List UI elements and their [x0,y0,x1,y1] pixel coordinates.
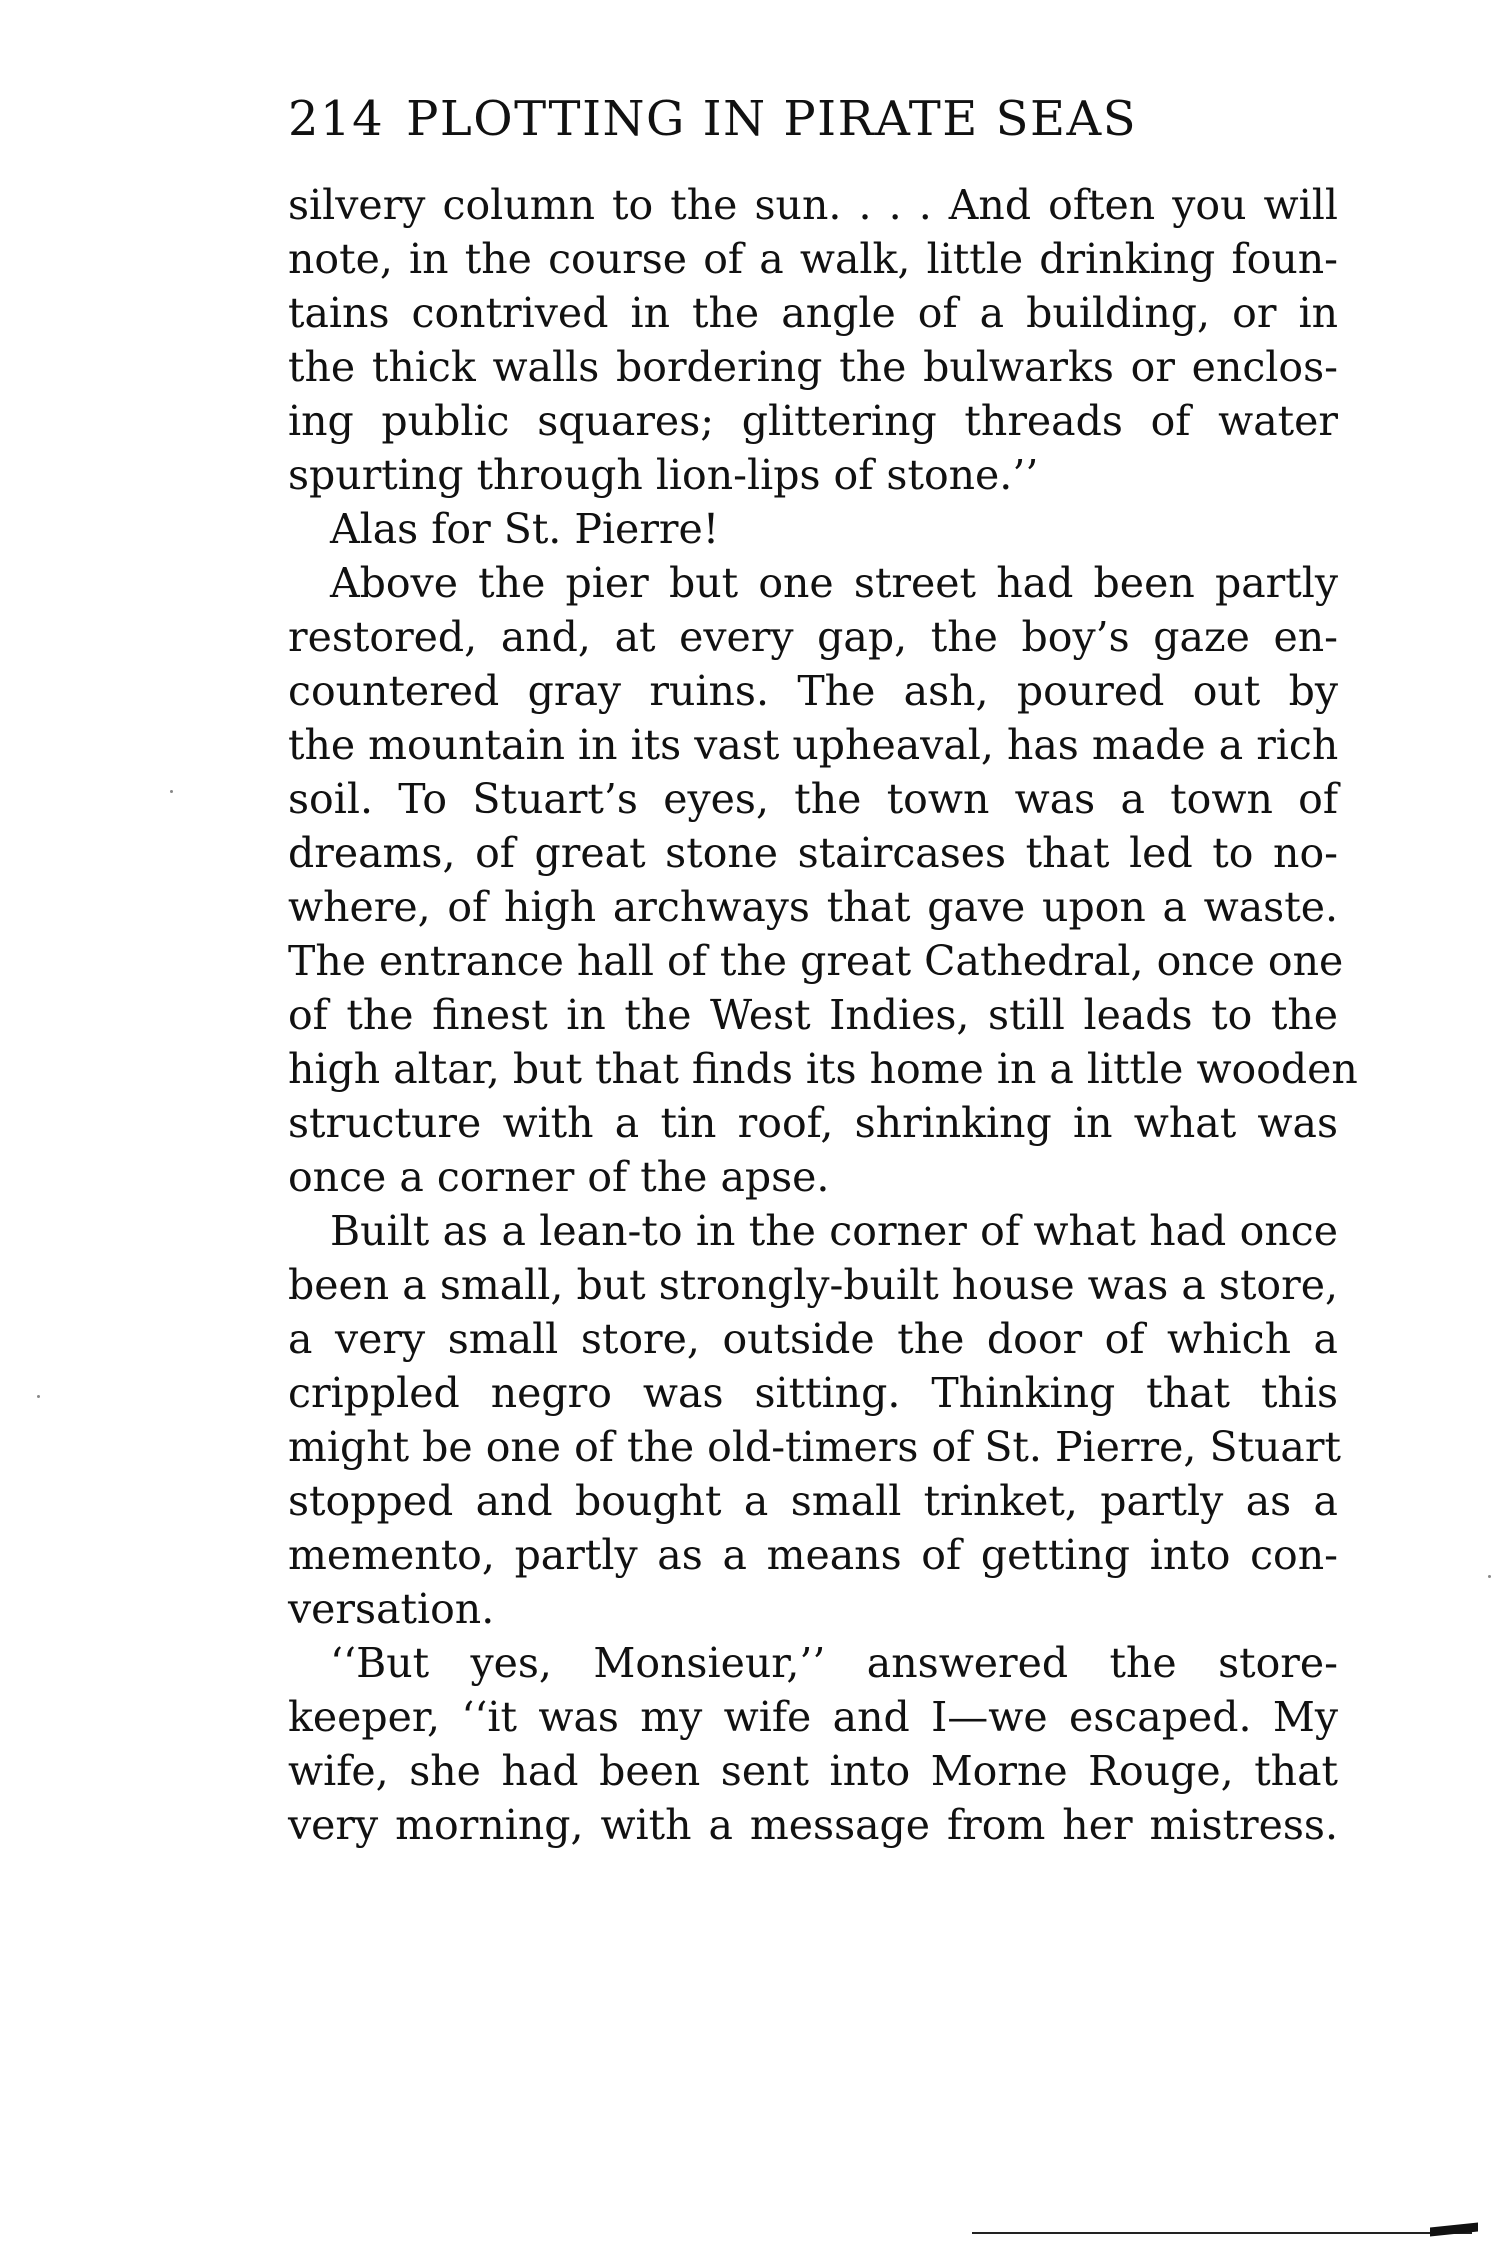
text-line: countered gray ruins. The ash, poured out by [288,667,1338,715]
text-line: once a corner of the apse. [288,1153,830,1201]
page-edge-line [972,2232,1472,2234]
text-line: crippled negro was sitting. Thinking that this [288,1369,1338,1417]
text-line: very morning, with a message from her mistress. [288,1801,1338,1849]
running-head-title: PLOTTING IN PIRATE SEAS [406,91,1138,147]
text-line: The entrance hall of the great Cathedral, once one [288,937,1344,985]
page-edge-mark [1430,2222,1478,2236]
text-line: tains contrived in the angle of a building, or in [288,289,1338,337]
text-line: might be one of the old-timers of St. Pierre, Stuart [288,1423,1341,1471]
scan-speck [37,1395,40,1398]
text-line: spurting through lion-lips of stone.’’ [288,451,1039,499]
text-line: of the finest in the West Indies, still leads to the [288,991,1338,1039]
text-line: Alas for St. Pierre! [330,505,720,553]
text-line: Above the pier but one street had been partly [330,559,1338,607]
text-line: soil. To Stuart’s eyes, the town was a town of [288,775,1338,823]
text-line: memento, partly as a means of getting into con- [288,1531,1338,1579]
text-line: a very small store, outside the door of which a [288,1315,1338,1363]
text-line: been a small, but strongly-built house was a store, [288,1261,1338,1309]
text-line: silvery column to the sun. . . . And often you will [288,181,1338,229]
body-text [288,178,1358,1852]
text-line: wife, she had been sent into Morne Rouge, that [288,1747,1338,1795]
text-line: restored, and, at every gap, the boy’s gaze en- [288,613,1338,661]
text-line: ‘‘But yes, Monsieur,’’ answered the store- [330,1639,1338,1687]
text-line: Built as a lean-to in the corner of what had once [330,1207,1338,1255]
text-line: keeper, ‘‘it was my wife and I—we escaped. My [288,1693,1338,1741]
text-line: the thick walls bordering the bulwarks or enclos- [288,343,1338,391]
scan-speck [170,790,173,793]
text-line: note, in the course of a walk, little drinking foun- [288,235,1338,283]
text-line: high altar, but that finds its home in a little wooden [288,1045,1358,1093]
text-line: stopped and bought a small trinket, partly as a [288,1477,1338,1525]
text-line: versation. [288,1585,495,1633]
text-line: ing public squares; glittering threads of water [288,397,1338,445]
scan-speck [1488,1575,1491,1578]
text-line: dreams, of great stone staircases that led to no- [288,829,1338,877]
text-line: the mountain in its vast upheaval, has made a rich [288,721,1339,769]
page-number: 214 [288,91,385,147]
text-line: where, of high archways that gave upon a waste. [288,883,1338,931]
running-head [288,91,1338,147]
text-line: structure with a tin roof, shrinking in what was [288,1099,1338,1147]
